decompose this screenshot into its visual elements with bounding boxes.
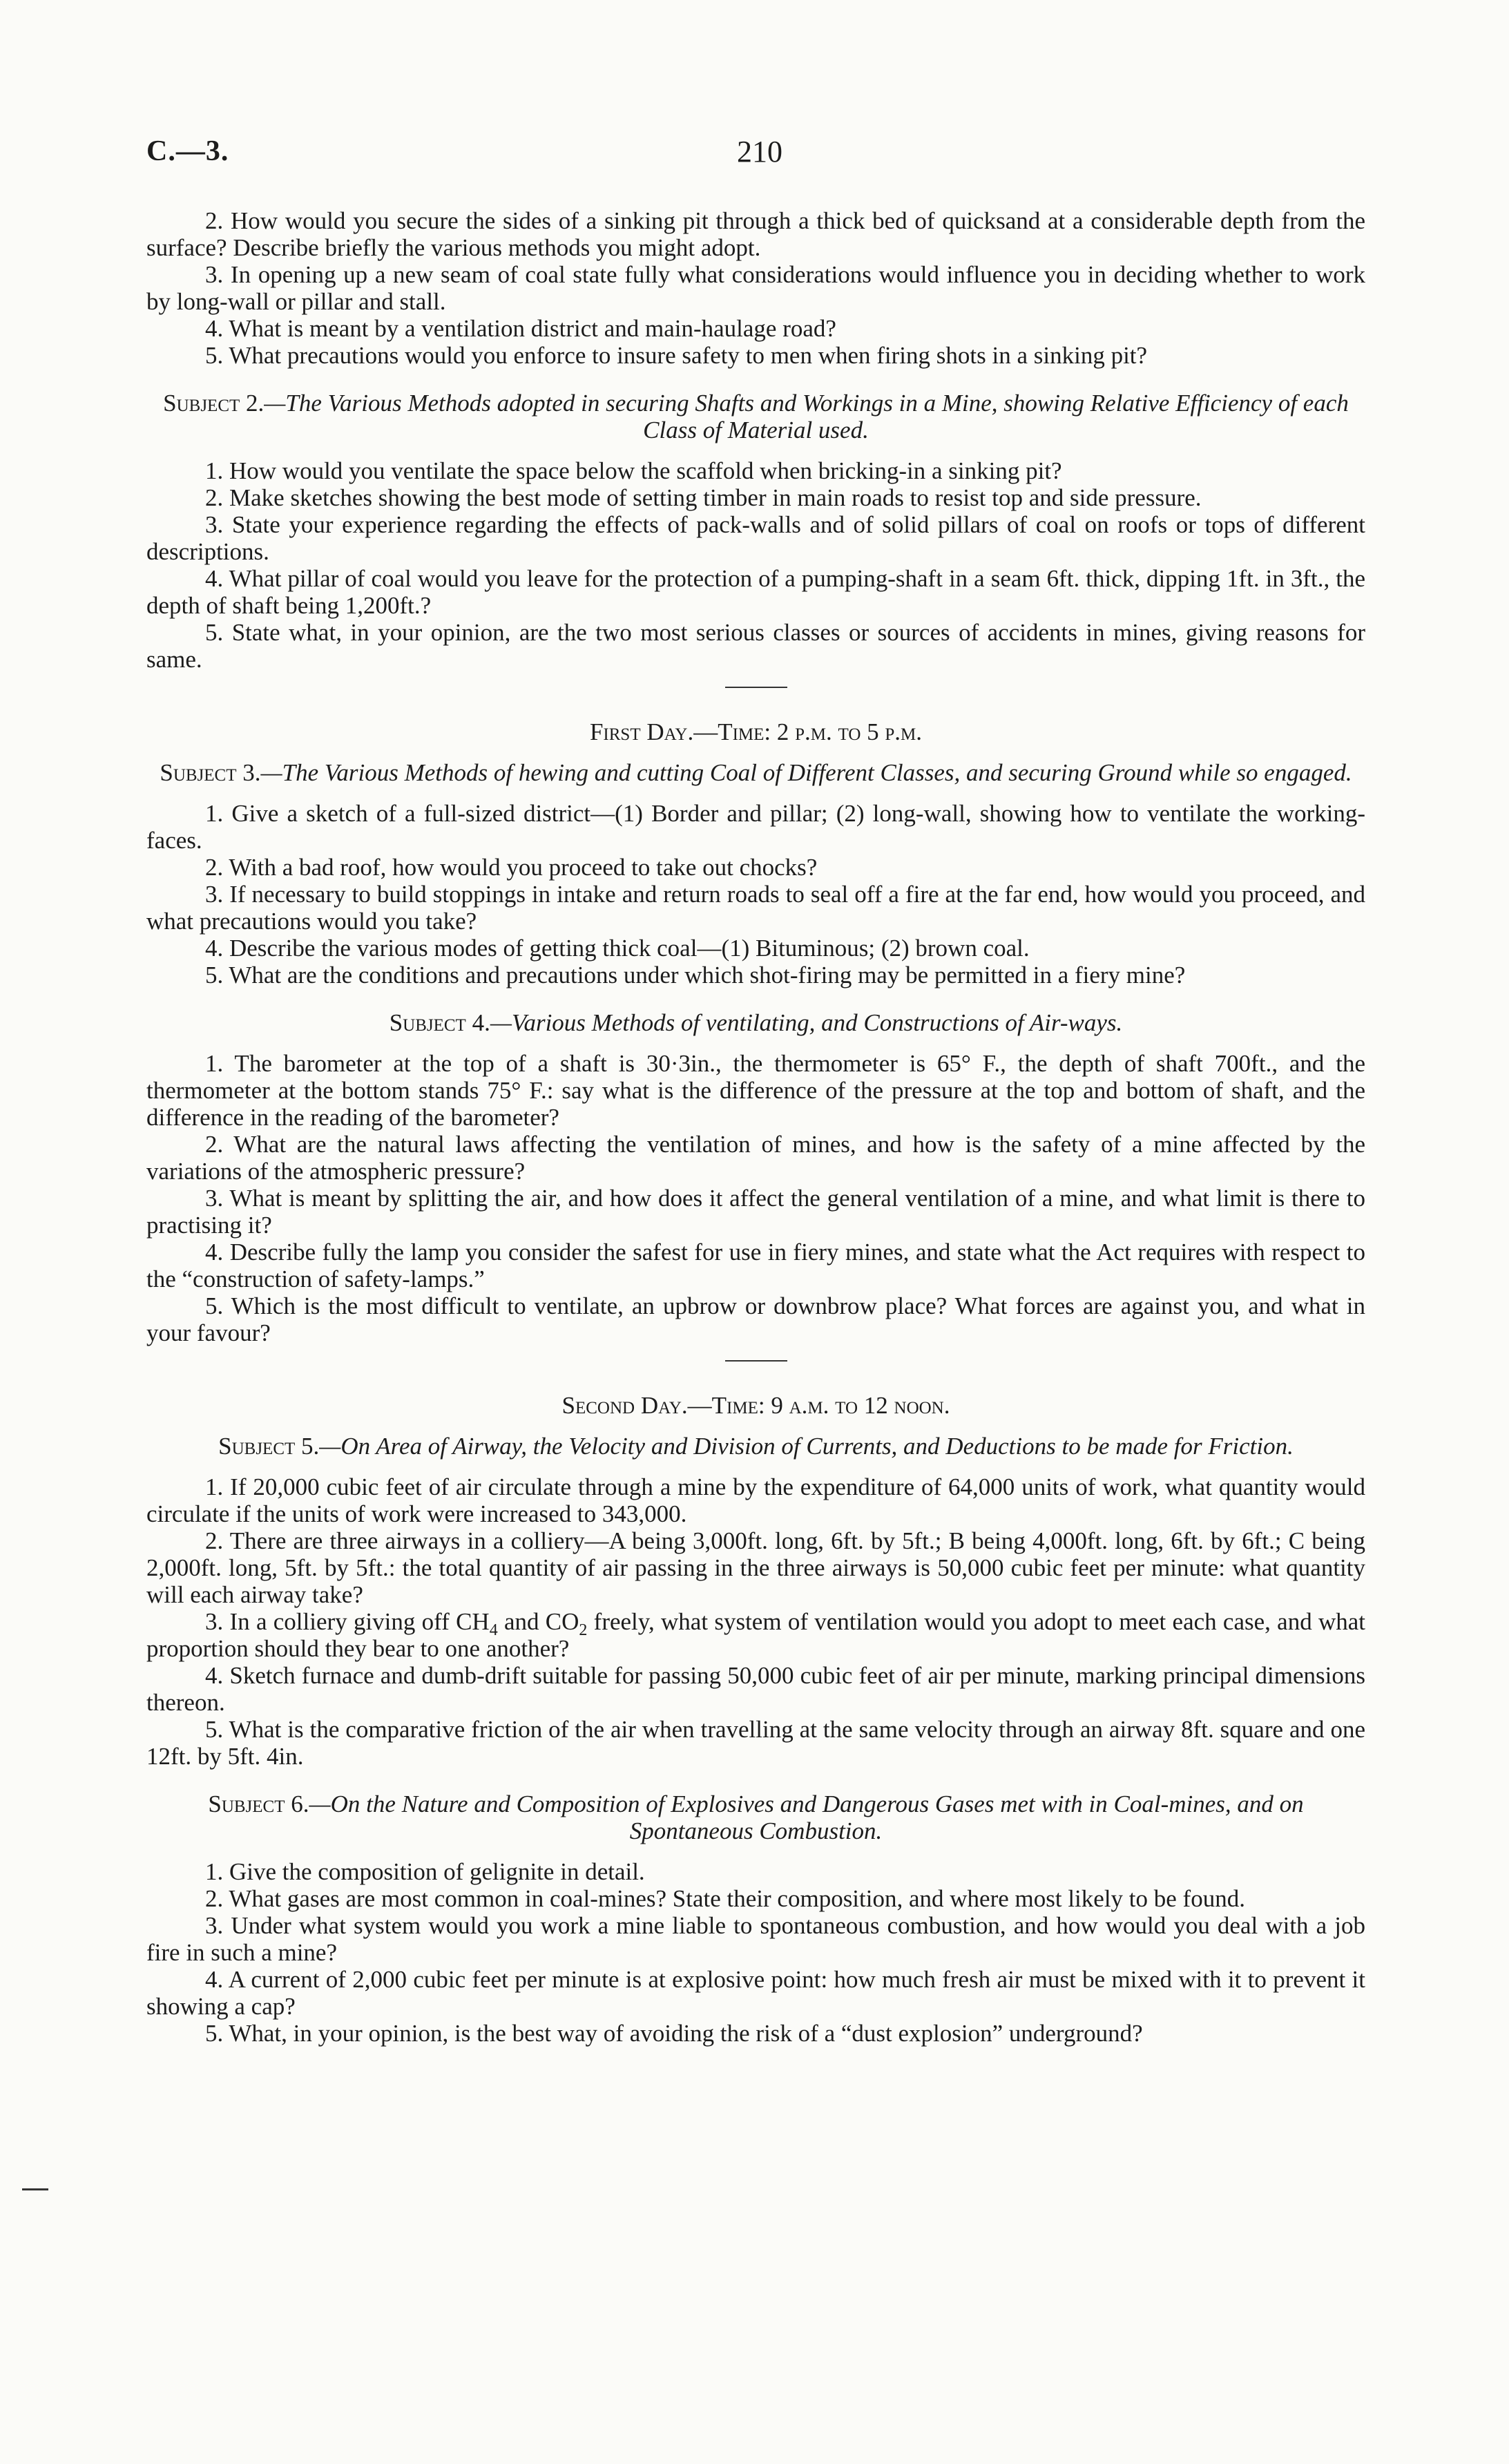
question: 1. The barometer at the top of a shaft is 30·3in., the thermometer is 65° F., the depth of shaft 700ft., and the thermometer at the bottom stands 75° F.: say what is the difference of the pressure at the top and bottom of shaft, and the difference in the reading of the barometer? [146,1050,1365,1131]
question: 4. Describe fully the lamp you consider the safest for use in fiery mines, and state what the Act requires with respect to the “construction of safety-lamps.” [146,1239,1365,1292]
subject-label: Subject 5. [218,1433,320,1460]
question: 1. How would you ventilate the space below the scaffold when bricking-in a sinking pit? [205,457,1062,484]
question: 3. Under what system would you work a mine liable to spontaneous combustion, and how would you deal with a job fire in such a mine? [146,1912,1365,1966]
question: 4. What pillar of coal would you leave for the protection of a pumping-shaft in a seam 6ft. thick, dipping 1ft. in 3ft., the depth of shaft being 1,200ft.? [146,565,1365,619]
document-code: C.—3. [146,135,229,167]
subject-heading [146,1433,1365,1460]
question: 3. What is meant by splitting the air, and how does it affect the general ventilation of a mine, and what limit is there to practising it? [146,1185,1365,1239]
subject-label: Subject 6. [208,1790,309,1817]
question: 2. Make sketches showing the best mode of setting timber in main roads to resist top and side pressure. [205,484,1202,511]
page-number: 210 [737,135,782,169]
subject-title: —On Area of Airway, the Velocity and Division of Currents, and Deductions to be made for Friction. [319,1433,1294,1460]
question: 5. State what, in your opinion, are the two most serious classes or sources of accidents in mines, giving reasons for same. [146,619,1365,673]
question: 4. Describe the various modes of getting thick coal—(1) Bituminous; (2) brown coal. [205,935,1030,962]
question: 5. What, in your opinion, is the best way of avoiding the risk of a “dust explosion” underground? [205,2020,1143,2047]
subject-label: Subject 4. [389,1009,490,1036]
question: 5. Which is the most difficult to ventilate, an upbrow or downbrow place? What forces are against you, and what in your favour? [146,1292,1365,1346]
subject-heading [146,759,1365,786]
subject-title: —Various Methods of ventilating, and Constructions of Air-ways. [490,1009,1123,1036]
question: 2. What are the natural laws affecting the ventilation of mines, and how is the safety of a mine affected by the variations of the atmospheric pressure? [146,1131,1365,1185]
question: 3. In opening up a new seam of coal state fully what considerations would influence you in deciding whether to work by long-wall or pillar and stall. [146,261,1365,315]
subject-heading [146,390,1365,443]
margin-mark [22,2188,48,2190]
question: 4. What is meant by a ventilation district and main-haulage road? [205,315,836,342]
question: 3. If necessary to build stoppings in intake and return roads to seal off a fire at the far end, how would you proceed, and what precautions would you take? [146,881,1365,935]
question: 2. How would you secure the sides of a sinking pit through a thick bed of quicksand at a considerable depth from the surface? Describe briefly the various methods you might adopt. [146,207,1365,261]
subject-title: —The Various Methods of hewing and cutting Coal of Different Classes, and securing Ground while so engaged. [260,759,1352,786]
question: 2. With a bad roof, how would you proceed to take out chocks? [205,854,818,881]
page-header [146,135,1365,180]
question: 1. Give the composition of gelignite in detail. [205,1858,645,1885]
exam-content [146,207,1365,2047]
question: 1. Give a sketch of a full-sized district—(1) Border and pillar; (2) long-wall, showing how to ventilate the working-faces. [146,800,1365,854]
question: 5. What is the comparative friction of the air when travelling at the same velocity through an airway 8ft. square and one 12ft. by 5ft. 4in. [146,1716,1365,1770]
question: 3. State your experience regarding the effects of pack-walls and of solid pillars of coal on roofs or tops of different descriptions. [146,511,1365,565]
day-heading: First Day.—Time: 2 p.m. to 5 p.m. [589,718,923,745]
question: 1. If 20,000 cubic feet of air circulate through a mine by the expenditure of 64,000 units of work, what quantity would circulate if the units of work were increased to 343,000. [146,1473,1365,1527]
subject-title: —On the Nature and Composition of Explosives and Dangerous Gases met with in Coal-mines, and on Spontaneous Combustion. [309,1790,1304,1844]
question: 5. What precautions would you enforce to insure safety to men when firing shots in a sinking pit? [205,342,1148,369]
subject-label: Subject 2. [163,390,265,417]
day-heading: Second Day.—Time: 9 a.m. to 12 noon. [561,1392,950,1419]
subject-heading [146,1009,1365,1036]
subject-title: —The Various Methods adopted in securing Shafts and Workings in a Mine, showing Relative Efficiency of each Class of Material used. [264,390,1349,443]
question: 3. In a colliery giving off $CH_4$ and $CO_2$ freely, what system of ventilation would you adopt to meet each case, and what proportion should they bear to one another? [146,1608,1365,1662]
question: 4. Sketch furnace and dumb-drift suitable for passing 50,000 cubic feet of air per minute, marking principal dimensions thereon. [146,1662,1365,1716]
question: 4. A current of 2,000 cubic feet per minute is at explosive point: how much fresh air must be mixed with it to prevent it showing a cap? [146,1966,1365,2020]
question: 5. What are the conditions and precautions under which shot-firing may be permitted in a fiery mine? [205,962,1186,989]
subject-label: Subject 3. [160,759,261,786]
question: 2. There are three airways in a colliery—A being 3,000ft. long, 6ft. by 5ft.; B being 4,000ft. long, 6ft. by 6ft.; C being 2,000ft. long, 5ft. by 5ft.: the total quantity of air passing in the three airways is 50,000 cubic feet per minute: what quantity will each airway take? [146,1527,1365,1608]
question: 2. What gases are most common in coal-mines? State their composition, and where most likely to be found. [205,1885,1245,1912]
subject-heading [146,1790,1365,1844]
